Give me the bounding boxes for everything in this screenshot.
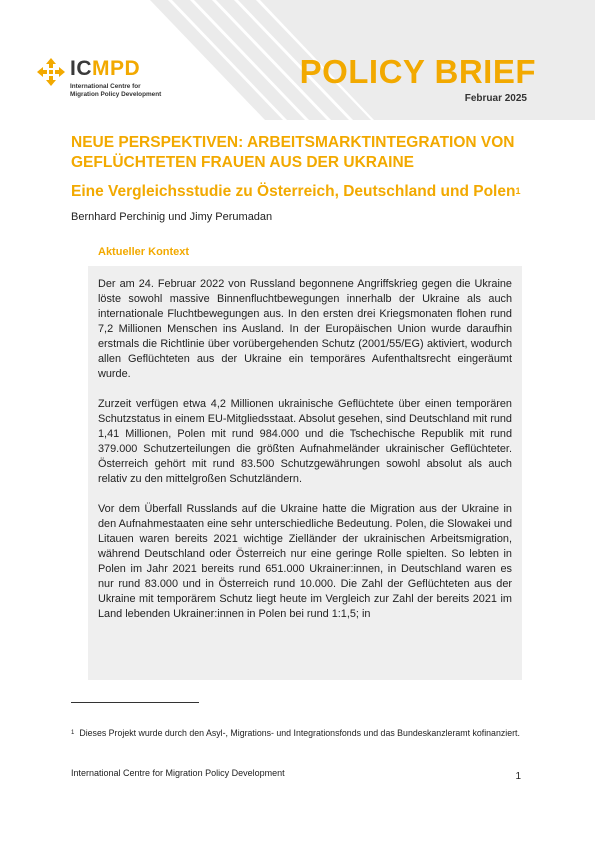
footnote-divider	[71, 702, 199, 703]
context-heading: Aktueller Kontext	[98, 246, 190, 258]
footnote-text: Dieses Projekt wurde durch den Asyl-, Migrations- und Integrationsfonds und das Bundeskanzleramt kofinanziert.	[79, 728, 520, 738]
footer-org: International Centre for Migration Policy Development	[71, 768, 285, 778]
subtitle	[71, 182, 541, 202]
compass-arrows-icon	[36, 57, 66, 87]
logo-line-2: Migration Policy Development	[70, 91, 162, 98]
context-paragraph-3: Vor dem Überfall Russlands auf die Ukraine hatte die Migration aus der Ukraine in den Aufnahmestaaten eine sehr unterschiedliche Bedeutung. Polen, die Slowakei und Litauen waren bereits 2021 wichtige Zielländer der ukrainischen Arbeitsmigration, während Deutschland oder Österreich nur eine geringe Rolle spielten. So lebten in Polen im Jahr 2021 bereits rund 651.000 Ukrainer:innen, in Deutschland waren es nur rund 83.000 und in Österreich rund 10.000. Die Zahl der Geflüchteten aus der Ukraine mit temporärem Schutz liegt heute im Vergleich zur Zahl der bereits 2021 im Land lebenden Ukrainer:innen in Polen bei rund 1:1,5; in	[98, 503, 512, 620]
subtitle-text: Eine Vergleichsstudie zu Österreich, Deutschland und Polen	[71, 183, 516, 200]
logo-wordmark	[70, 57, 140, 81]
footnote-reference[interactable]: 1	[515, 186, 521, 196]
logo-ic: IC	[70, 57, 92, 80]
context-paragraph-2: Zurzeit verfügen etwa 4,2 Millionen ukrainische Geflüchtete über einen temporären Schutzstatus in einem EU-Mitgliedsstaat. Absolut gesehen, sind Deutschland mit rund 1,41 Millionen, Polen mit rund 984.000 und die Tschechische Republik mit rund 379.000 Schutzerteilungen die größten Aufnahmeländer ukrainischer Geflüchteter. Österreich gehört mit rund 83.500 Schutzgewährungen sowohl absolut als auch relativ zu den mittelgroßen Schutzländern.	[98, 398, 512, 485]
footnote	[71, 727, 523, 739]
icmpd-logo	[36, 57, 196, 107]
context-box	[88, 266, 522, 680]
logo-line-1: International Centre for	[70, 83, 141, 90]
publication-date: Februar 2025	[464, 93, 527, 104]
main-title: NEUE PERSPEKTIVEN: ARBEITSMARKTINTEGRATION VON GEFLÜCHTETEN FRAUEN AUS DER UKRAINE	[71, 134, 515, 171]
authors: Bernhard Perchinig und Jimy Perumadan	[71, 211, 273, 223]
context-paragraph-1: Der am 24. Februar 2022 von Russland begonnene Angriffskrieg gegen die Ukraine löste sowohl massive Binnenfluchtbewegungen innerhalb der Ukraine als auch internationale Fluchtbewegungen aus. In den ersten drei Kriegsmonaten flohen rund 7,2 Millionen Menschen ins Ausland. In der Europäischen Union wurde daraufhin erstmals die Richtlinie über vorübergehenden Schutz (2001/55/EG) aktiviert, wodurch allen Geflüchteten aus der Ukraine ein temporäres Aufenthaltsrecht eingeräumt wurde.	[98, 278, 512, 380]
logo-full-name	[70, 83, 161, 99]
footnote-number: 1	[71, 730, 75, 736]
document-type: POLICY BRIEF	[299, 53, 536, 90]
page-number: 1	[515, 771, 521, 782]
logo-mpd: MPD	[92, 57, 141, 80]
